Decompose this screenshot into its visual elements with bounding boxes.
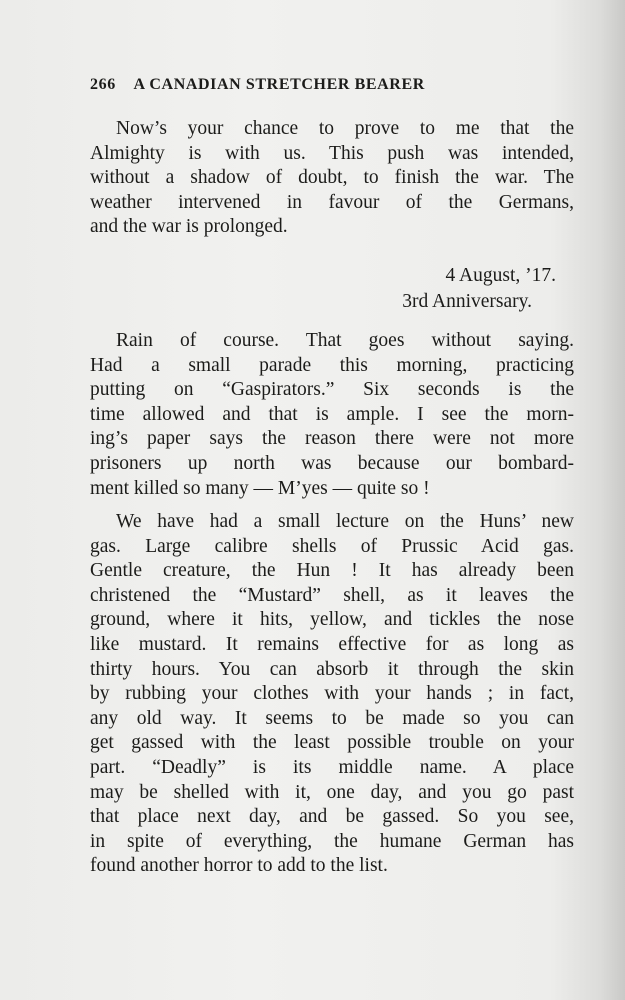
text-line: ground, where it hits, yellow, and tickles the nose (90, 609, 574, 631)
running-title: A CANADIAN STRETCHER BEARER (133, 76, 425, 93)
text-line: thirty hours. You can absorb it through the skin (90, 658, 574, 680)
dateline-occasion: 3rd Anniversary. (402, 291, 532, 312)
paragraph-1 (90, 117, 574, 240)
text-line: any old way. It seems to be made so you can (90, 707, 574, 729)
paragraph-2 (90, 329, 574, 501)
running-header (90, 76, 550, 94)
text-line: without a shadow of doubt, to finish the war. The (90, 167, 574, 189)
text-line: that place next day, and be gassed. So you see, (90, 806, 574, 828)
text-line: Gentle creature, the Hun ! It has already been (90, 560, 574, 582)
dateline-date: 4 August, ’17. (445, 265, 556, 286)
text-line: like mustard. It remains effective for as long as (90, 633, 574, 655)
text-line: ing’s paper says the reason there were not more (90, 428, 574, 450)
text-line: in spite of everything, the humane German has (90, 830, 574, 852)
text-line: We have had a small lecture on the Huns’ new (116, 511, 574, 532)
text-line: get gassed with the least possible trouble on your (90, 732, 574, 754)
text-line: prisoners up north was because our bombard- (90, 452, 574, 474)
text-line: christened the “Mustard” shell, as it leaves the (90, 584, 574, 606)
page-number: 266 (90, 76, 116, 93)
text-line: time allowed and that is ample. I see the morn- (90, 403, 574, 425)
text-line: found another horror to add to the list. (90, 855, 388, 877)
text-line: and the war is prolonged. (90, 216, 288, 238)
text-line: putting on “Gaspirators.” Six seconds is the (90, 379, 574, 401)
text-line: may be shelled with it, one day, and you go past (90, 781, 574, 803)
text-line: gas. Large calibre shells of Prussic Acid gas. (90, 535, 574, 557)
text-line: weather intervened in favour of the Germans, (90, 191, 574, 213)
text-line: Had a small parade this morning, practicing (90, 354, 574, 376)
text-line: Now’s your chance to prove to me that the (116, 118, 574, 139)
paragraph-3 (90, 510, 574, 879)
text-line: Rain of course. That goes without saying. (116, 330, 574, 351)
text-line: by rubbing your clothes with your hands ; in fact, (90, 683, 574, 705)
text-line: ment killed so many — M’yes — quite so ! (90, 477, 430, 499)
text-line: part. “Deadly” is its middle name. A place (90, 756, 574, 778)
text-line: Almighty is with us. This push was intended, (90, 142, 574, 164)
